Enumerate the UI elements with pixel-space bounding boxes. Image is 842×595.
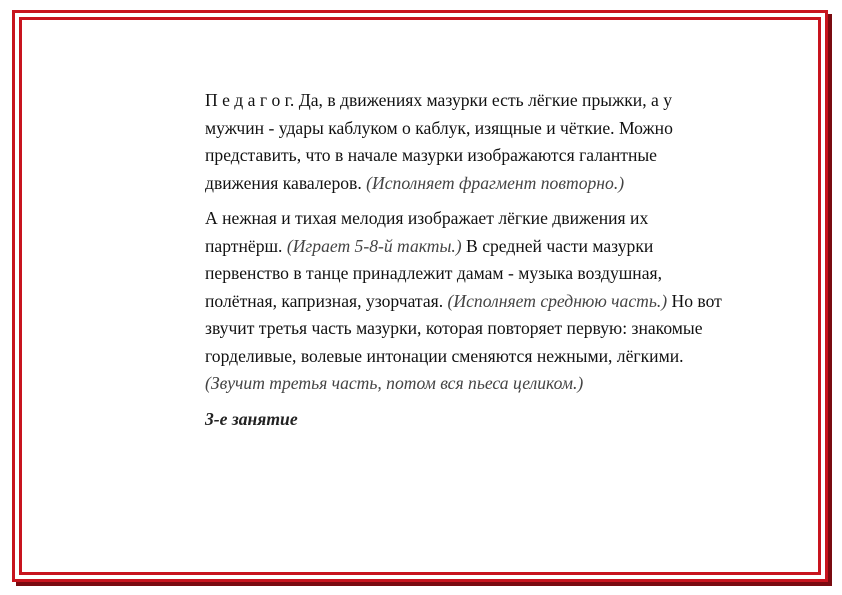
paragraph-mazurka-parts (205, 205, 725, 398)
paragraph-text: Но вот звучит третья часть мазурки, которая повторяет первую: знакомые горделивые, волевые интонации сменяются нежными, лёгкими. (205, 290, 722, 366)
paragraph-text: В средней части мазурки первенство в танце принадлежит дамам - музыка воздушная, полётная, капризная, узорчатая. (205, 235, 663, 311)
slide-text-content (205, 87, 725, 433)
paragraph-text: А нежная и тихая мелодия изображает лёгкие движения их партнёрш. (205, 208, 649, 256)
stage-direction: (Звучит третья часть, потом вся пьеса целиком.) (205, 373, 584, 393)
frame-shadow-bottom (16, 582, 832, 586)
speaker-label: П е д а г о г. (205, 90, 295, 110)
paragraph-teacher-mazurka-movements (205, 87, 725, 197)
lesson-heading: 3-е занятие (205, 408, 298, 429)
paragraph-text: Да, в движениях мазурки есть лёгкие прыжки, а у мужчин - удары каблуком о каблук, изящные и чёткие. Можно представить, что в начале мазурки изображаются галантные движения кавалеров. (205, 90, 673, 193)
stage-direction: (Исполняет фрагмент повторно.) (366, 172, 625, 193)
stage-direction: (Исполняет среднюю часть.) (447, 290, 668, 311)
stage-direction: (Играет 5-8-й такты.) (286, 235, 462, 256)
frame-shadow-right (828, 14, 832, 586)
